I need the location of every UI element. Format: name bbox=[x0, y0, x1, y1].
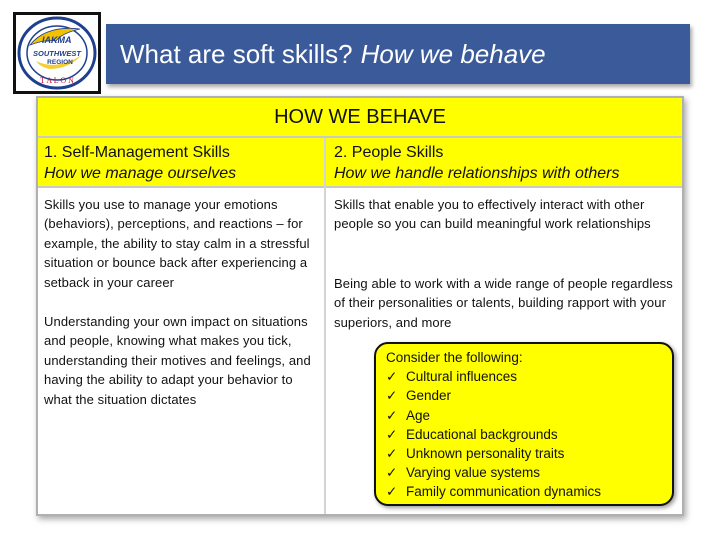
checkmark-icon: ✓ bbox=[386, 426, 398, 442]
list-item bbox=[386, 406, 672, 425]
checkmark-icon: ✓ bbox=[386, 446, 398, 462]
consider-list bbox=[386, 367, 672, 501]
people-skills-detail: Being able to work with a wide range of people regardless of their personalities or talents, building rapport with your superiors, and more bbox=[334, 276, 673, 330]
logo-org-text: IAKMA bbox=[42, 35, 72, 45]
category-title: 2. People Skills bbox=[334, 144, 444, 161]
category-people-skills bbox=[334, 142, 619, 184]
self-management-detail: Understanding your own impact on situations and people, knowing what makes you tick, understanding their motives and feelings, and having the ability to adapt your behavior to what the situation dictates bbox=[44, 314, 311, 407]
table-heading: HOW WE BEHAVE bbox=[38, 98, 682, 138]
list-item-label: Gender bbox=[406, 388, 452, 404]
title-italic: How we behave bbox=[360, 38, 546, 69]
list-item-label: Unknown personality traits bbox=[406, 446, 565, 462]
list-item bbox=[386, 482, 672, 501]
category-title: 1. Self-Management Skills bbox=[44, 144, 230, 161]
list-item bbox=[386, 463, 672, 482]
title-main: What are soft skills? bbox=[120, 38, 353, 69]
list-item-label: Educational backgrounds bbox=[406, 426, 558, 442]
list-item bbox=[386, 386, 672, 405]
category-self-management bbox=[44, 142, 236, 184]
list-item bbox=[386, 444, 672, 463]
people-skills-description: Skills that enable you to effectively interact with other people so you can build meaningful work relationships bbox=[334, 197, 651, 232]
list-item-label: Age bbox=[406, 407, 431, 423]
logo-region-line1: SOUTHWEST bbox=[33, 49, 81, 58]
consider-callout bbox=[374, 342, 674, 506]
checkmark-icon: ✓ bbox=[386, 484, 398, 500]
checkmark-icon: ✓ bbox=[386, 369, 398, 385]
list-item-label: Family communication dynamics bbox=[406, 484, 602, 500]
category-subtitle: How we manage ourselves bbox=[44, 165, 237, 182]
category-row bbox=[38, 138, 682, 188]
checkmark-icon: ✓ bbox=[386, 407, 398, 423]
checkmark-icon: ✓ bbox=[386, 465, 398, 481]
logo-bottom-text: T A L O N bbox=[40, 76, 74, 85]
category-subtitle: How we handle relationships with others bbox=[334, 165, 620, 182]
column-divider bbox=[324, 138, 326, 514]
list-item bbox=[386, 425, 672, 444]
org-logo bbox=[16, 15, 98, 91]
logo-region-line2: REGION bbox=[47, 59, 73, 66]
logo-frame bbox=[13, 12, 101, 94]
list-item bbox=[386, 367, 672, 386]
consider-heading: Consider the following: bbox=[386, 350, 523, 365]
list-item-label: Varying value systems bbox=[406, 465, 541, 481]
skills-table bbox=[36, 96, 684, 516]
list-item-label: Cultural influences bbox=[406, 369, 518, 385]
checkmark-icon: ✓ bbox=[386, 388, 398, 404]
self-management-description: Skills you use to manage your emotions (behaviors), perceptions, and reactions – for example, the ability to stay calm in a stressful situation or bounce back after experiencing a setback in your career bbox=[44, 197, 310, 290]
slide-title bbox=[106, 24, 690, 84]
